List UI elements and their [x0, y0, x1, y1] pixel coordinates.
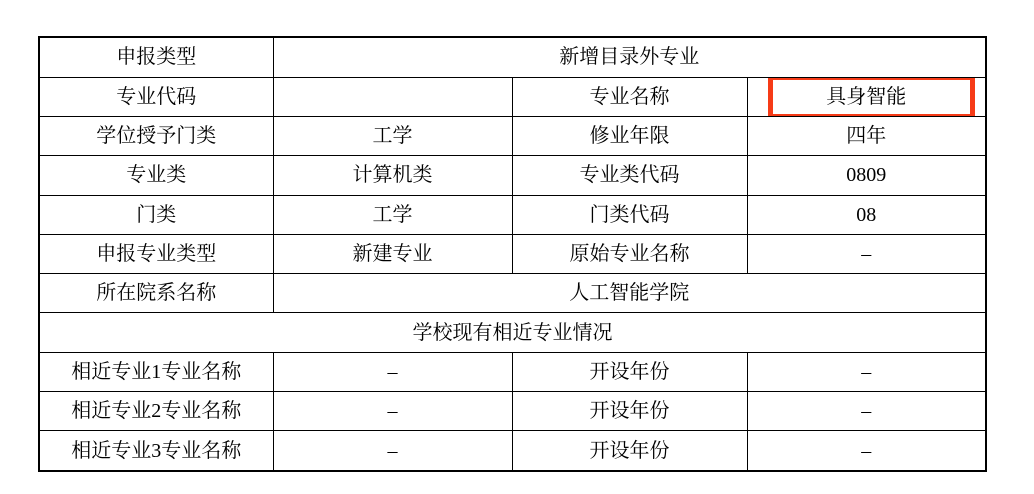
cell-similar-major-3-year-value: –: [747, 431, 986, 471]
cell-similar-major-2-name-label: 相近专业2专业名称: [39, 391, 273, 430]
cell-similar-major-2-year-value: –: [747, 391, 986, 430]
table-row: [39, 117, 986, 156]
cell-similar-major-1-year-value: –: [747, 352, 986, 391]
cell-similar-major-1-name-label: 相近专业1专业名称: [39, 352, 273, 391]
table-row: [39, 274, 986, 313]
cell-similar-major-3-name-label: 相近专业3专业名称: [39, 431, 273, 471]
major-declaration-form: [38, 36, 987, 472]
major-declaration-table: [38, 36, 987, 472]
cell-study-years-value: 四年: [747, 117, 986, 156]
table-row: [39, 77, 986, 116]
major-name-text: 具身智能: [826, 85, 907, 108]
cell-major-code-value: [273, 77, 512, 116]
cell-major-class-label: 专业类: [39, 156, 273, 195]
cell-similar-major-1-year-label: 开设年份: [512, 352, 747, 391]
cell-similar-major-2-year-label: 开设年份: [512, 391, 747, 430]
cell-major-class-code-label: 专业类代码: [512, 156, 747, 195]
cell-category-code-label: 门类代码: [512, 195, 747, 234]
table-row: [39, 37, 986, 77]
cell-category-code-value: 08: [747, 195, 986, 234]
table-row: [39, 195, 986, 234]
section-header-similar-majors: 学校现有相近专业情况: [39, 313, 986, 352]
cell-major-class-code-value: 0809: [747, 156, 986, 195]
cell-major-class-value: 计算机类: [273, 156, 512, 195]
cell-major-code-label: 专业代码: [39, 77, 273, 116]
table-row: [39, 431, 986, 471]
cell-degree-category-value: 工学: [273, 117, 512, 156]
cell-study-years-label: 修业年限: [512, 117, 747, 156]
cell-original-major-name-label: 原始专业名称: [512, 234, 747, 273]
cell-major-name-label: 专业名称: [512, 77, 747, 116]
cell-category-value: 工学: [273, 195, 512, 234]
table-row: [39, 234, 986, 273]
cell-declared-major-type-value: 新建专业: [273, 234, 512, 273]
cell-degree-category-label: 学位授予门类: [39, 117, 273, 156]
cell-similar-major-1-name-value: –: [273, 352, 512, 391]
table-row: [39, 156, 986, 195]
cell-similar-major-2-name-value: –: [273, 391, 512, 430]
cell-original-major-name-value: –: [747, 234, 986, 273]
cell-declared-major-type-label: 申报专业类型: [39, 234, 273, 273]
cell-declaration-type-value: 新增目录外专业: [273, 37, 986, 77]
cell-category-label: 门类: [39, 195, 273, 234]
table-row: [39, 352, 986, 391]
table-row: [39, 391, 986, 430]
cell-department-value: 人工智能学院: [273, 274, 986, 313]
cell-declaration-type-label: 申报类型: [39, 37, 273, 77]
cell-similar-major-3-name-value: –: [273, 431, 512, 471]
cell-department-label: 所在院系名称: [39, 274, 273, 313]
cell-similar-major-3-year-label: 开设年份: [512, 431, 747, 471]
cell-major-name-value: [747, 77, 986, 116]
table-row: [39, 313, 986, 352]
